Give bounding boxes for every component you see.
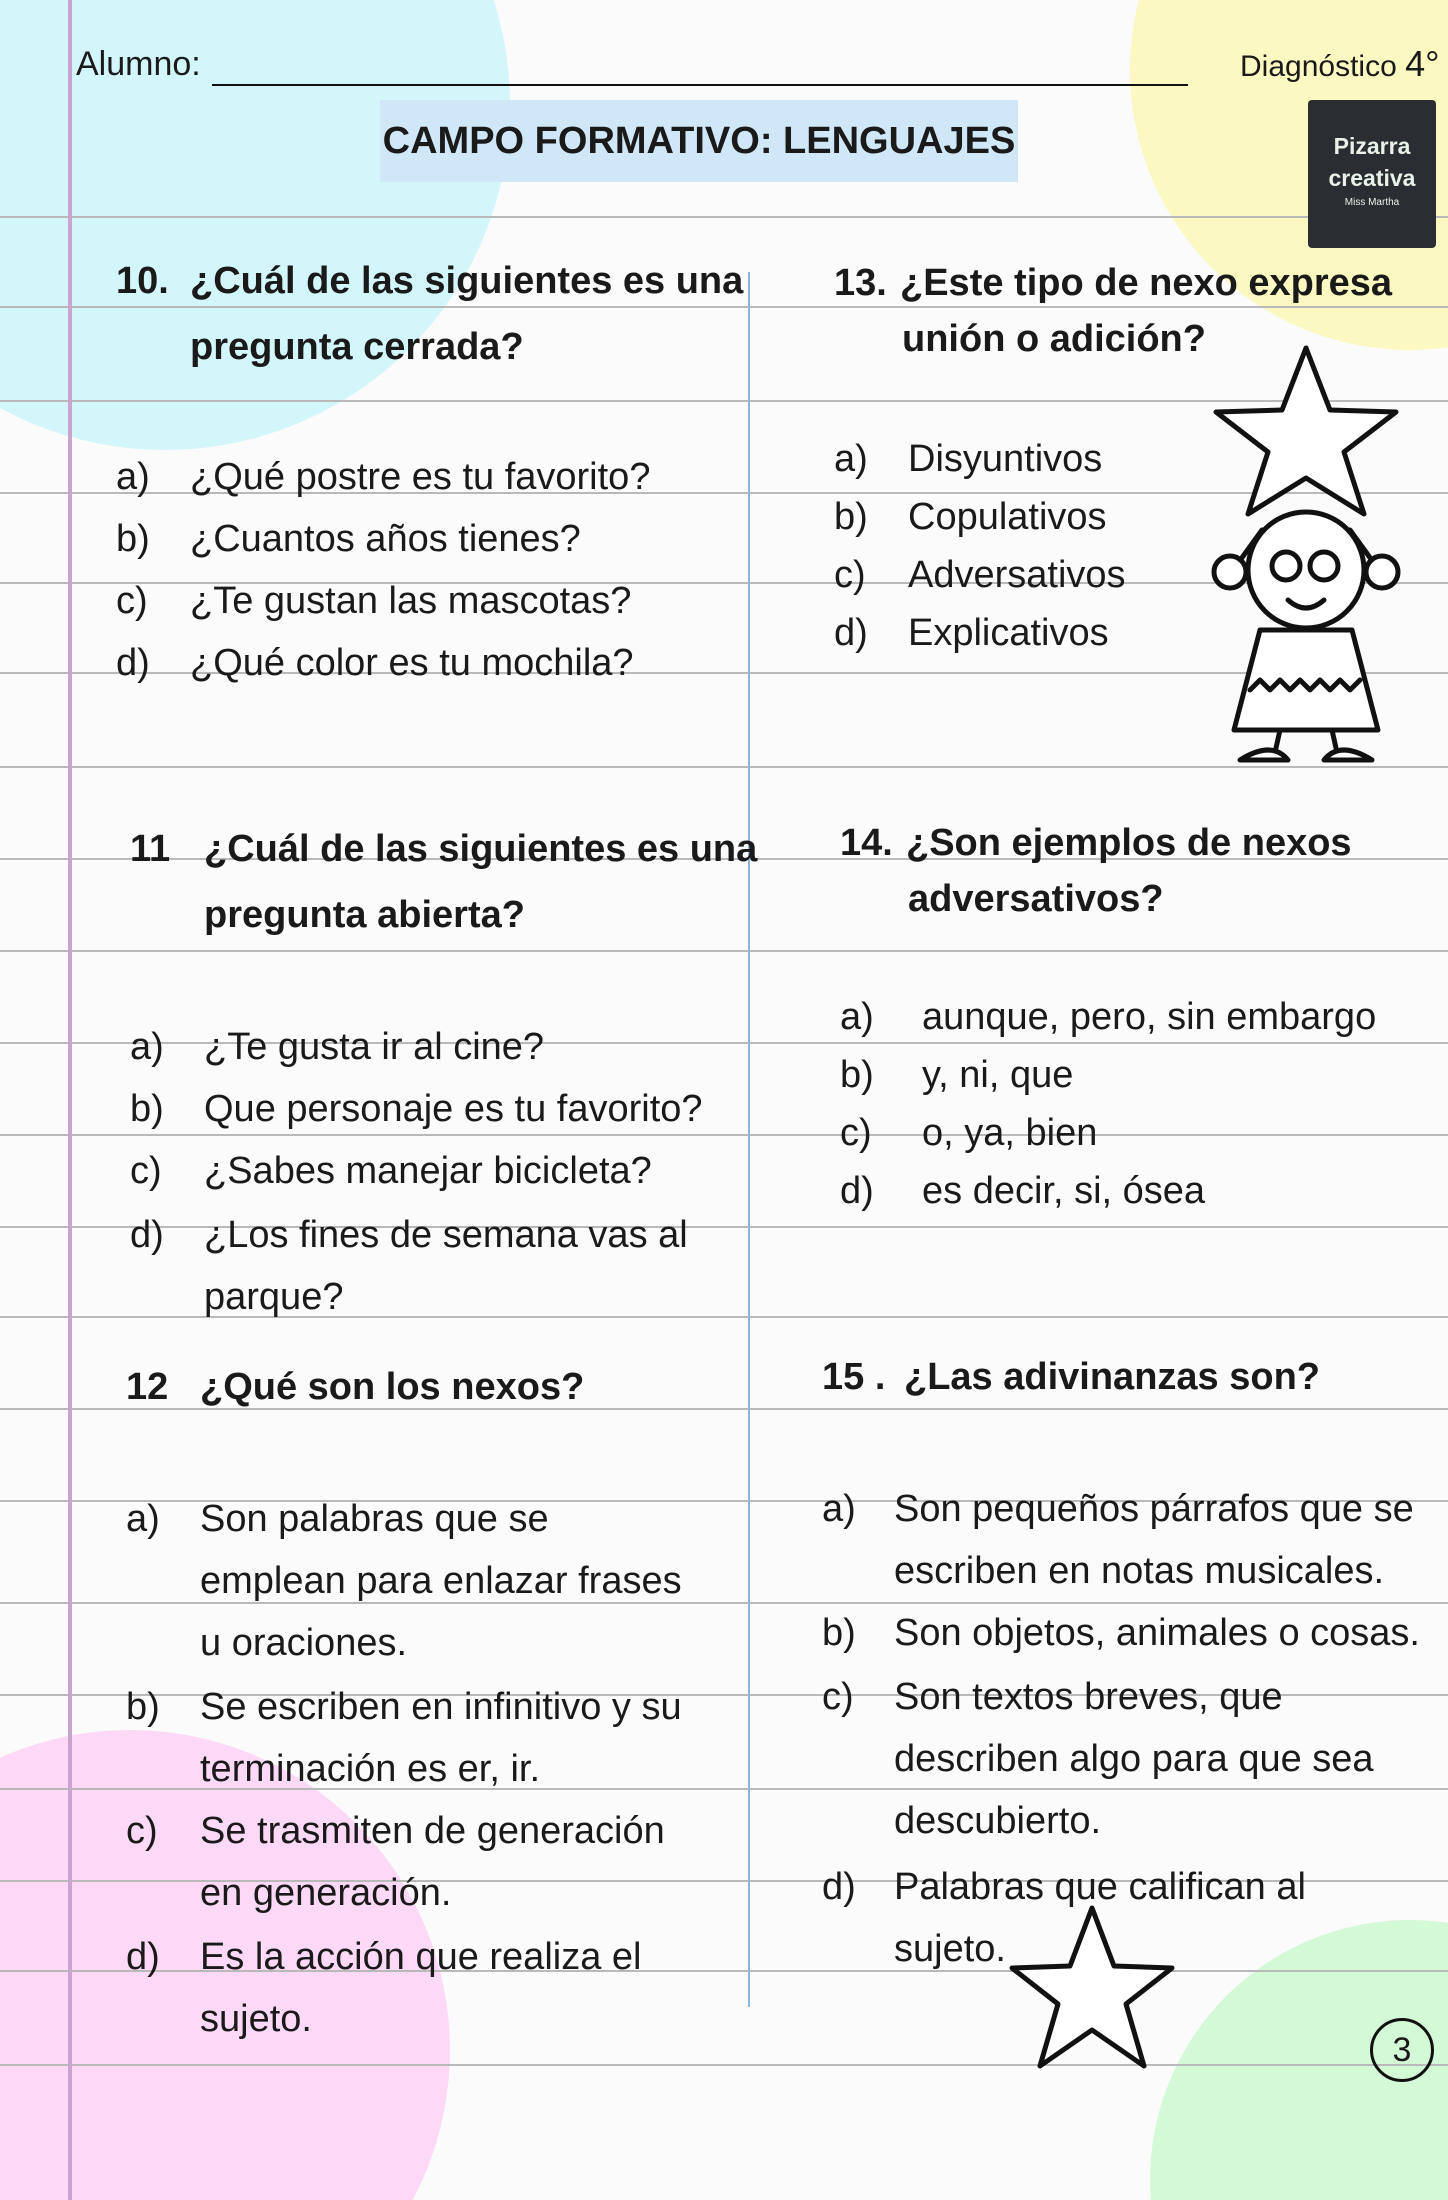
question-14-option-b: b) y, ni, que <box>840 1054 1074 1096</box>
question-13-number: 13. <box>834 262 887 304</box>
star-decoration <box>1006 1900 1178 2080</box>
page-number: 3 <box>1392 2031 1412 2069</box>
question-13-option-d: d) Explicativos <box>834 612 1109 654</box>
question-11-number: 11 <box>130 828 171 870</box>
question-11-option-a: a) ¿Te gusta ir al cine? <box>130 1026 545 1068</box>
notebook-rule-line <box>0 950 1448 952</box>
student-name-line <box>212 84 1188 86</box>
question-10-option-b: b) ¿Cuantos años tienes? <box>116 518 581 560</box>
question-11-option-d: d) ¿Los fines de semana vas al parque? <box>130 1214 688 1318</box>
question-12-option-a: a) Son palabras que se emplean para enlazar frases u oraciones. <box>126 1498 682 1664</box>
question-14-line1: ¿Son ejemplos de nexos <box>906 822 1352 864</box>
question-12-line1: ¿Qué son los nexos? <box>200 1366 585 1408</box>
question-15-number: 15 . <box>822 1356 886 1398</box>
page-number-circle <box>1370 2018 1434 2082</box>
question-11-line1: ¿Cuál de las siguientes es una <box>204 828 758 870</box>
question-15-option-c: c) Son textos breves, que describen algo para que sea descubierto. <box>822 1676 1374 1842</box>
pizarra-creativa-logo: Pizarra creativa Miss Martha <box>1308 100 1436 248</box>
question-10-option-c: c) ¿Te gustan las mascotas? <box>116 580 632 622</box>
question-10-line2: pregunta cerrada? <box>190 326 524 368</box>
question-14-number: 14. <box>840 822 893 864</box>
question-14-option-a: a) aunque, pero, sin embargo <box>840 996 1377 1038</box>
question-10-option-d: d) ¿Qué color es tu mochila? <box>116 642 634 684</box>
campo-title: CAMPO FORMATIVO: LENGUAJES <box>382 120 1016 162</box>
question-10-number: 10. <box>116 260 169 302</box>
notebook-rule-line <box>0 2064 1448 2066</box>
student-name-label: Alumno: <box>76 45 201 83</box>
question-13-option-c: c) Adversativos <box>834 554 1126 596</box>
grade: 4° <box>1405 43 1440 84</box>
question-11-option-c: c) ¿Sabes manejar bicicleta? <box>130 1150 652 1192</box>
question-14-line2: adversativos? <box>908 878 1164 920</box>
question-12-option-c: c) Se trasmiten de generación en generación. <box>126 1810 665 1914</box>
test-label <box>1240 36 1440 95</box>
question-15-line1: ¿Las adivinanzas son? <box>904 1356 1320 1398</box>
question-13-line2: unión o adición? <box>902 318 1206 360</box>
question-10-option-a: a) ¿Qué postre es tu favorito? <box>116 456 651 498</box>
girl-holding-star-illustration <box>1200 340 1412 770</box>
question-12-number: 12 <box>126 1366 169 1408</box>
test-name: Diagnóstico <box>1240 50 1397 83</box>
question-15-option-b: b) Son objetos, animales o cosas. <box>822 1612 1420 1654</box>
question-13-line1: ¿Este tipo de nexo expresa <box>900 262 1393 304</box>
question-14-option-d: d) es decir, si, ósea <box>840 1170 1206 1212</box>
question-15-option-d: d) Palabras que califican al sujeto. <box>822 1866 1306 1970</box>
campo-title-box <box>380 100 1018 182</box>
left-margin-line <box>68 0 72 2200</box>
question-11-option-b: b) Que personaje es tu favorito? <box>130 1088 703 1130</box>
question-12-option-d: d) Es la acción que realiza el sujeto. <box>126 1936 642 2040</box>
notebook-rule-line <box>0 216 1448 218</box>
question-11-line2: pregunta abierta? <box>204 894 525 936</box>
column-divider-line <box>748 272 750 2007</box>
question-13-option-b: b) Copulativos <box>834 496 1107 538</box>
question-12-option-b: b) Se escriben en infinitivo y su terminación es er, ir. <box>126 1686 682 1790</box>
question-15-option-a: a) Son pequeños párrafos que se escriben en notas musicales. <box>822 1488 1414 1592</box>
question-13-option-a: a) Disyuntivos <box>834 438 1103 480</box>
question-14-option-c: c) o, ya, bien <box>840 1112 1098 1154</box>
question-10-line1: ¿Cuál de las siguientes es una <box>190 260 744 302</box>
